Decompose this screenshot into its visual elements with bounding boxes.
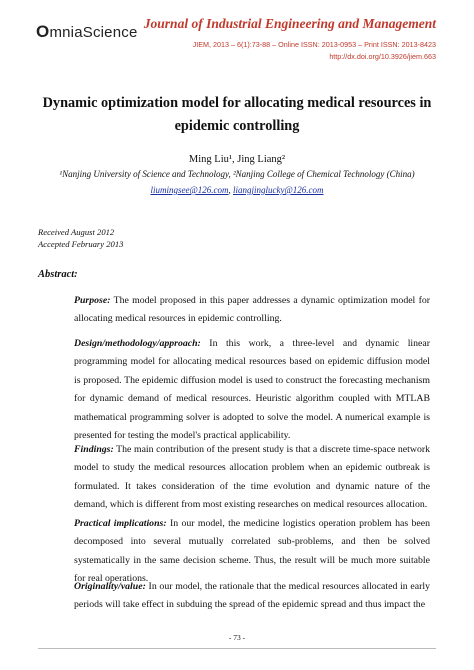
logo-text: mniaScience xyxy=(49,24,138,41)
abstract-purpose xyxy=(74,292,430,329)
abstract-heading: Abstract: xyxy=(38,269,78,280)
authors: Ming Liu¹, Jing Liang² xyxy=(188,154,286,165)
originality-label: Originality/value: xyxy=(74,581,146,592)
journal-info: JIEM, 2013 – 6(1):73-88 – Online ISSN: 2013-0953 – Print ISSN: 2013-8423 xyxy=(192,40,436,49)
journal-name: Journal of Industrial Engineering and Management xyxy=(143,16,436,31)
page-number: - 73 - xyxy=(228,633,246,642)
received-date: Received August 2012 xyxy=(38,227,115,237)
paper-title: Dynamic optimization model for allocating medical resources in epidemic controlling xyxy=(42,95,432,134)
affiliations: ¹Nanjing University of Science and Technology, ²Nanjing College of Chemical Technology (China) xyxy=(59,169,415,179)
purpose-label: Purpose: xyxy=(74,295,111,306)
publisher-logo xyxy=(36,22,138,42)
doi-link[interactable]: http://dx.doi.org/10.3926/jiem.663 xyxy=(329,52,436,61)
article-dates xyxy=(38,226,123,250)
design-label: Design/methodology/approach: xyxy=(74,338,201,349)
practical-text: In our model, the medicine logistics operation problem has been decomposed into several mutually correlated sub-problems, and then be solved systematically in the same decision scheme. Thus, the result will be much more suitable for real operations. xyxy=(74,518,430,585)
accepted-date: Accepted February 2013 xyxy=(38,239,124,249)
purpose-text: The model proposed in this paper addresses a dynamic optimization model for allocating medical resources in epidemic controlling. xyxy=(74,295,430,325)
footer-divider xyxy=(38,648,436,649)
abstract-design xyxy=(74,335,430,445)
email-link-2[interactable]: liangjinglucky@126.com xyxy=(233,185,324,195)
journal-header xyxy=(144,16,436,61)
originality-text: In our model, the rationale that the medical resources allocated in early periods will take effect in subduing the spread of the epidemic spread and thus impact the xyxy=(74,581,430,611)
logo-mark: O xyxy=(36,22,50,41)
practical-label: Practical implications: xyxy=(74,518,167,529)
findings-text: The main contribution of the present study is that a discrete time-space network model to study the medical resources allocation problem when an epidemic outbreak is formulated. It takes consideration of the time evolution and dynamic nature of the demand, which is different from most existing researches on medical resources allocation. xyxy=(74,444,430,511)
email-separator: , xyxy=(228,185,233,195)
email-link-1[interactable]: liumingsee@126.com xyxy=(150,185,229,195)
abstract-findings xyxy=(74,441,430,515)
author-emails xyxy=(40,185,434,195)
design-text: In this work, a three-level and dynamic linear programming model for allocating medical resources based on epidemic diffusion model is proposed. The epidemic diffusion model is used to construct the forecasting mechanism for dynamic demand of medical resources. Heuristic algorithm coupled with MTLAB mathematical programming solver is adopted to solve the model. A numerical example is presented for testing the model's practical applicability. xyxy=(74,338,430,442)
abstract-originality xyxy=(74,578,430,615)
findings-label: Findings: xyxy=(74,444,114,455)
